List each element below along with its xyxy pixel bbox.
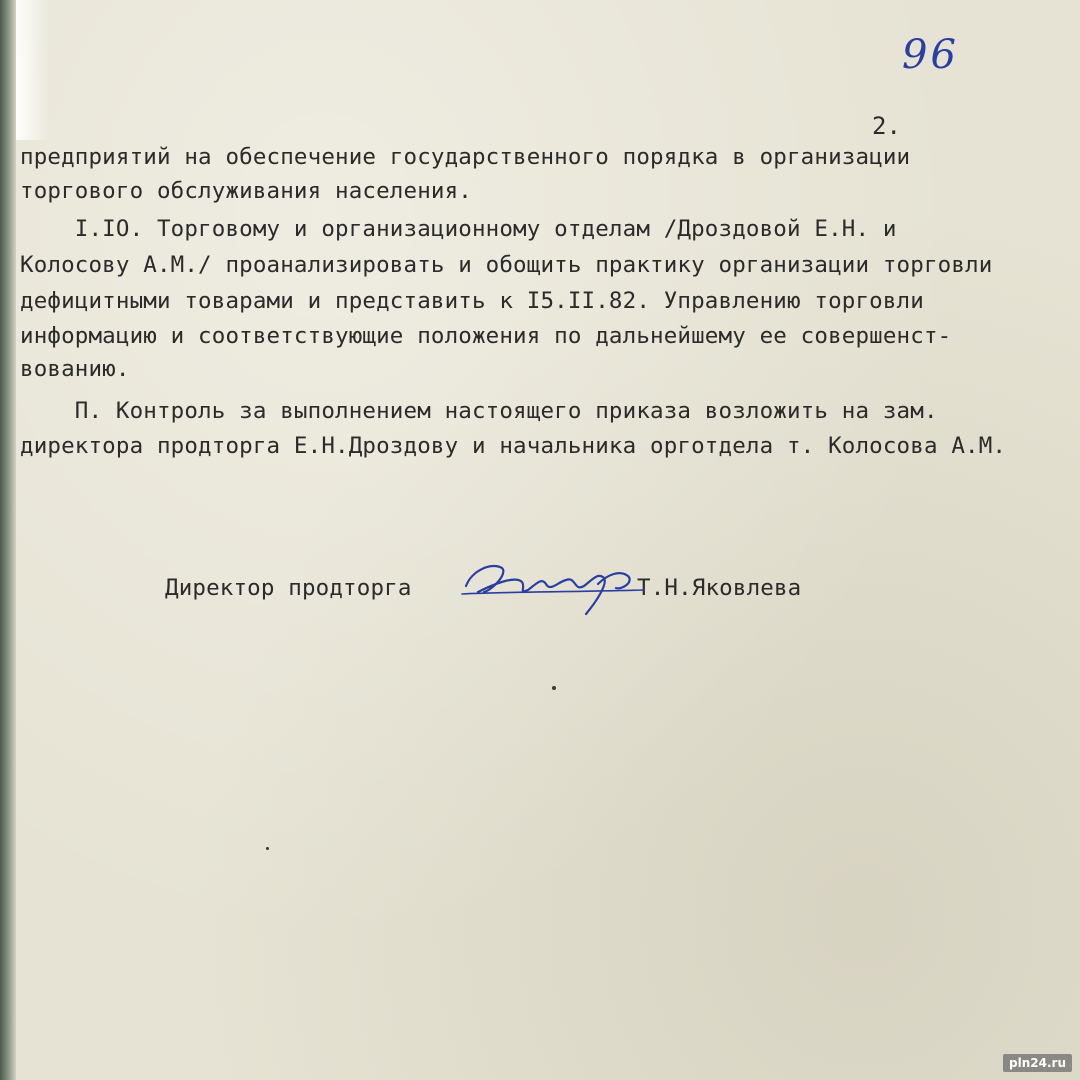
- text-line: Колосову А.М./ проанализировать и обощить практику организации торговли: [20, 252, 993, 278]
- archive-page-number: 96: [902, 32, 959, 78]
- scan-glare: [16, 0, 50, 140]
- page-number: 2.: [872, 112, 901, 140]
- paper-speck: [266, 847, 269, 850]
- text-line: директора продторга Е.Н.Дроздову и начальника орготдела т. Колосова А.М.: [20, 433, 1007, 459]
- text-line: торгового обслуживания населения.: [20, 178, 472, 204]
- handwritten-signature: [458, 552, 648, 624]
- signature-name: Т.Н.Яковлева: [637, 575, 802, 601]
- watermark: pln24.ru: [1003, 1054, 1072, 1072]
- scan-edge: [0, 0, 16, 1080]
- paper-speck: [552, 686, 556, 690]
- text-line: вованию.: [20, 356, 130, 382]
- text-line: I.IO. Торговому и организационному отделам /Дроздовой Е.Н. и: [20, 216, 897, 242]
- text-line: предприятий на обеспечение государственного порядка в организации: [20, 144, 911, 170]
- text-line: информацию и соответствующие положения по дальнейшему ее совершенст-: [20, 323, 952, 349]
- signature-title: Директор продторга: [165, 575, 412, 601]
- text-line: П. Контроль за выполнением настоящего приказа возложить на зам.: [20, 398, 938, 424]
- text-line: дефицитными товарами и представить к I5.II.82. Управлению торговли: [20, 288, 924, 314]
